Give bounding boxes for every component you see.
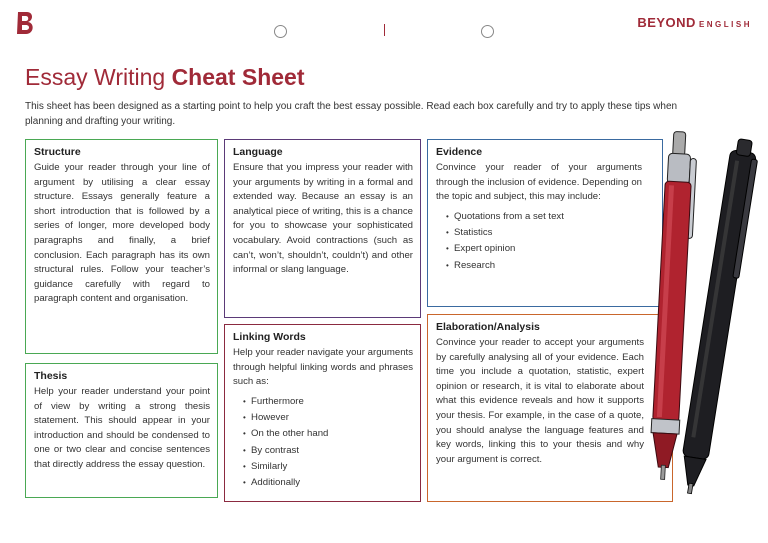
structure-box bbox=[25, 139, 218, 354]
evidence-heading: Evidence bbox=[436, 146, 483, 158]
list-item: • Similarly bbox=[243, 459, 413, 475]
linking-heading: Linking Words bbox=[233, 331, 306, 343]
evidence-list bbox=[436, 209, 642, 274]
elaboration-box bbox=[427, 314, 673, 502]
structure-heading: Structure bbox=[34, 146, 81, 158]
page-title bbox=[25, 64, 305, 91]
elaboration-heading: Elaboration/Analysis bbox=[436, 321, 540, 333]
brand-name: BEYOND bbox=[637, 15, 696, 30]
list-item: • By contrast bbox=[243, 443, 413, 459]
binder-hole-right bbox=[481, 25, 494, 38]
language-box bbox=[224, 139, 421, 318]
linking-body: Help your reader navigate your arguments through helpful linking words and phrases such as: bbox=[233, 347, 413, 388]
center-mark bbox=[384, 24, 385, 36]
pens-illustration-icon bbox=[640, 120, 768, 510]
list-item: • On the other hand bbox=[243, 426, 413, 442]
linking-words-box bbox=[224, 324, 421, 502]
brand-suffix: ENGLISH bbox=[698, 20, 752, 29]
elaboration-body: Convince your reader to accept your arguments by carefully analysing all of your evidence. Each time you include a quotation, statistic, expert opinion or research, it is vital to elaborate about what this evidence reveals and how it supports your thesis. For example, in the case of a quote, you should analyse the language features and key words, linking this to your thesis and why your argument is correct. bbox=[436, 337, 644, 465]
list-item: • Quotations from a set text bbox=[446, 209, 642, 225]
language-heading: Language bbox=[233, 146, 283, 158]
list-item: • Research bbox=[446, 258, 642, 274]
beyond-logo-icon bbox=[14, 10, 36, 36]
list-item: • Expert opinion bbox=[446, 241, 642, 257]
list-item: • Statistics bbox=[446, 225, 642, 241]
intro-text: This sheet has been designed as a starting point to help you craft the best essay possible. Read each box carefully and try to apply these tips when planning and drafting your writing. bbox=[25, 101, 678, 127]
thesis-heading: Thesis bbox=[34, 370, 68, 382]
header-bar bbox=[0, 0, 768, 46]
evidence-body: Convince your reader of your arguments through the inclusion of evidence. Depending on the topic and subject, this may include: bbox=[436, 162, 642, 203]
title-bold: Cheat Sheet bbox=[171, 64, 305, 90]
thesis-box bbox=[25, 363, 218, 498]
list-item: • Additionally bbox=[243, 475, 413, 491]
evidence-box bbox=[427, 139, 663, 307]
title-regular: Essay Writing bbox=[25, 64, 172, 90]
language-body: Ensure that you impress your reader with your arguments by writing in a formal and extended way. Because an essay is an analytical piece of writing, this is a chance for you to showcase your sophisticated vocabulary. Avoid contractions (such as can’t, won’t, shouldn’t, couldn’t) and other informal or slang language. bbox=[233, 162, 413, 276]
list-item: • Furthermore bbox=[243, 394, 413, 410]
list-item: • However bbox=[243, 410, 413, 426]
binder-hole-left bbox=[274, 25, 287, 38]
structure-body: Guide your reader through your line of argument by utilising a clear essay structure. Essays generally feature a short introduction that is followed by a series of longer, more developed body paragraphs and finally, a brief conclusion. Each paragraph has its own structural rules. Follow your teacher’s guidance carefully with regard to paragraph content and organisation. bbox=[34, 162, 210, 305]
linking-list bbox=[233, 394, 413, 492]
brand-wordmark bbox=[637, 15, 752, 30]
thesis-body: Help your reader understand your point of view by writing a strong thesis statement. This should appear in your introduction and should be condensed to one or two clear and concise sentences that directly address the essay question. bbox=[34, 386, 210, 470]
